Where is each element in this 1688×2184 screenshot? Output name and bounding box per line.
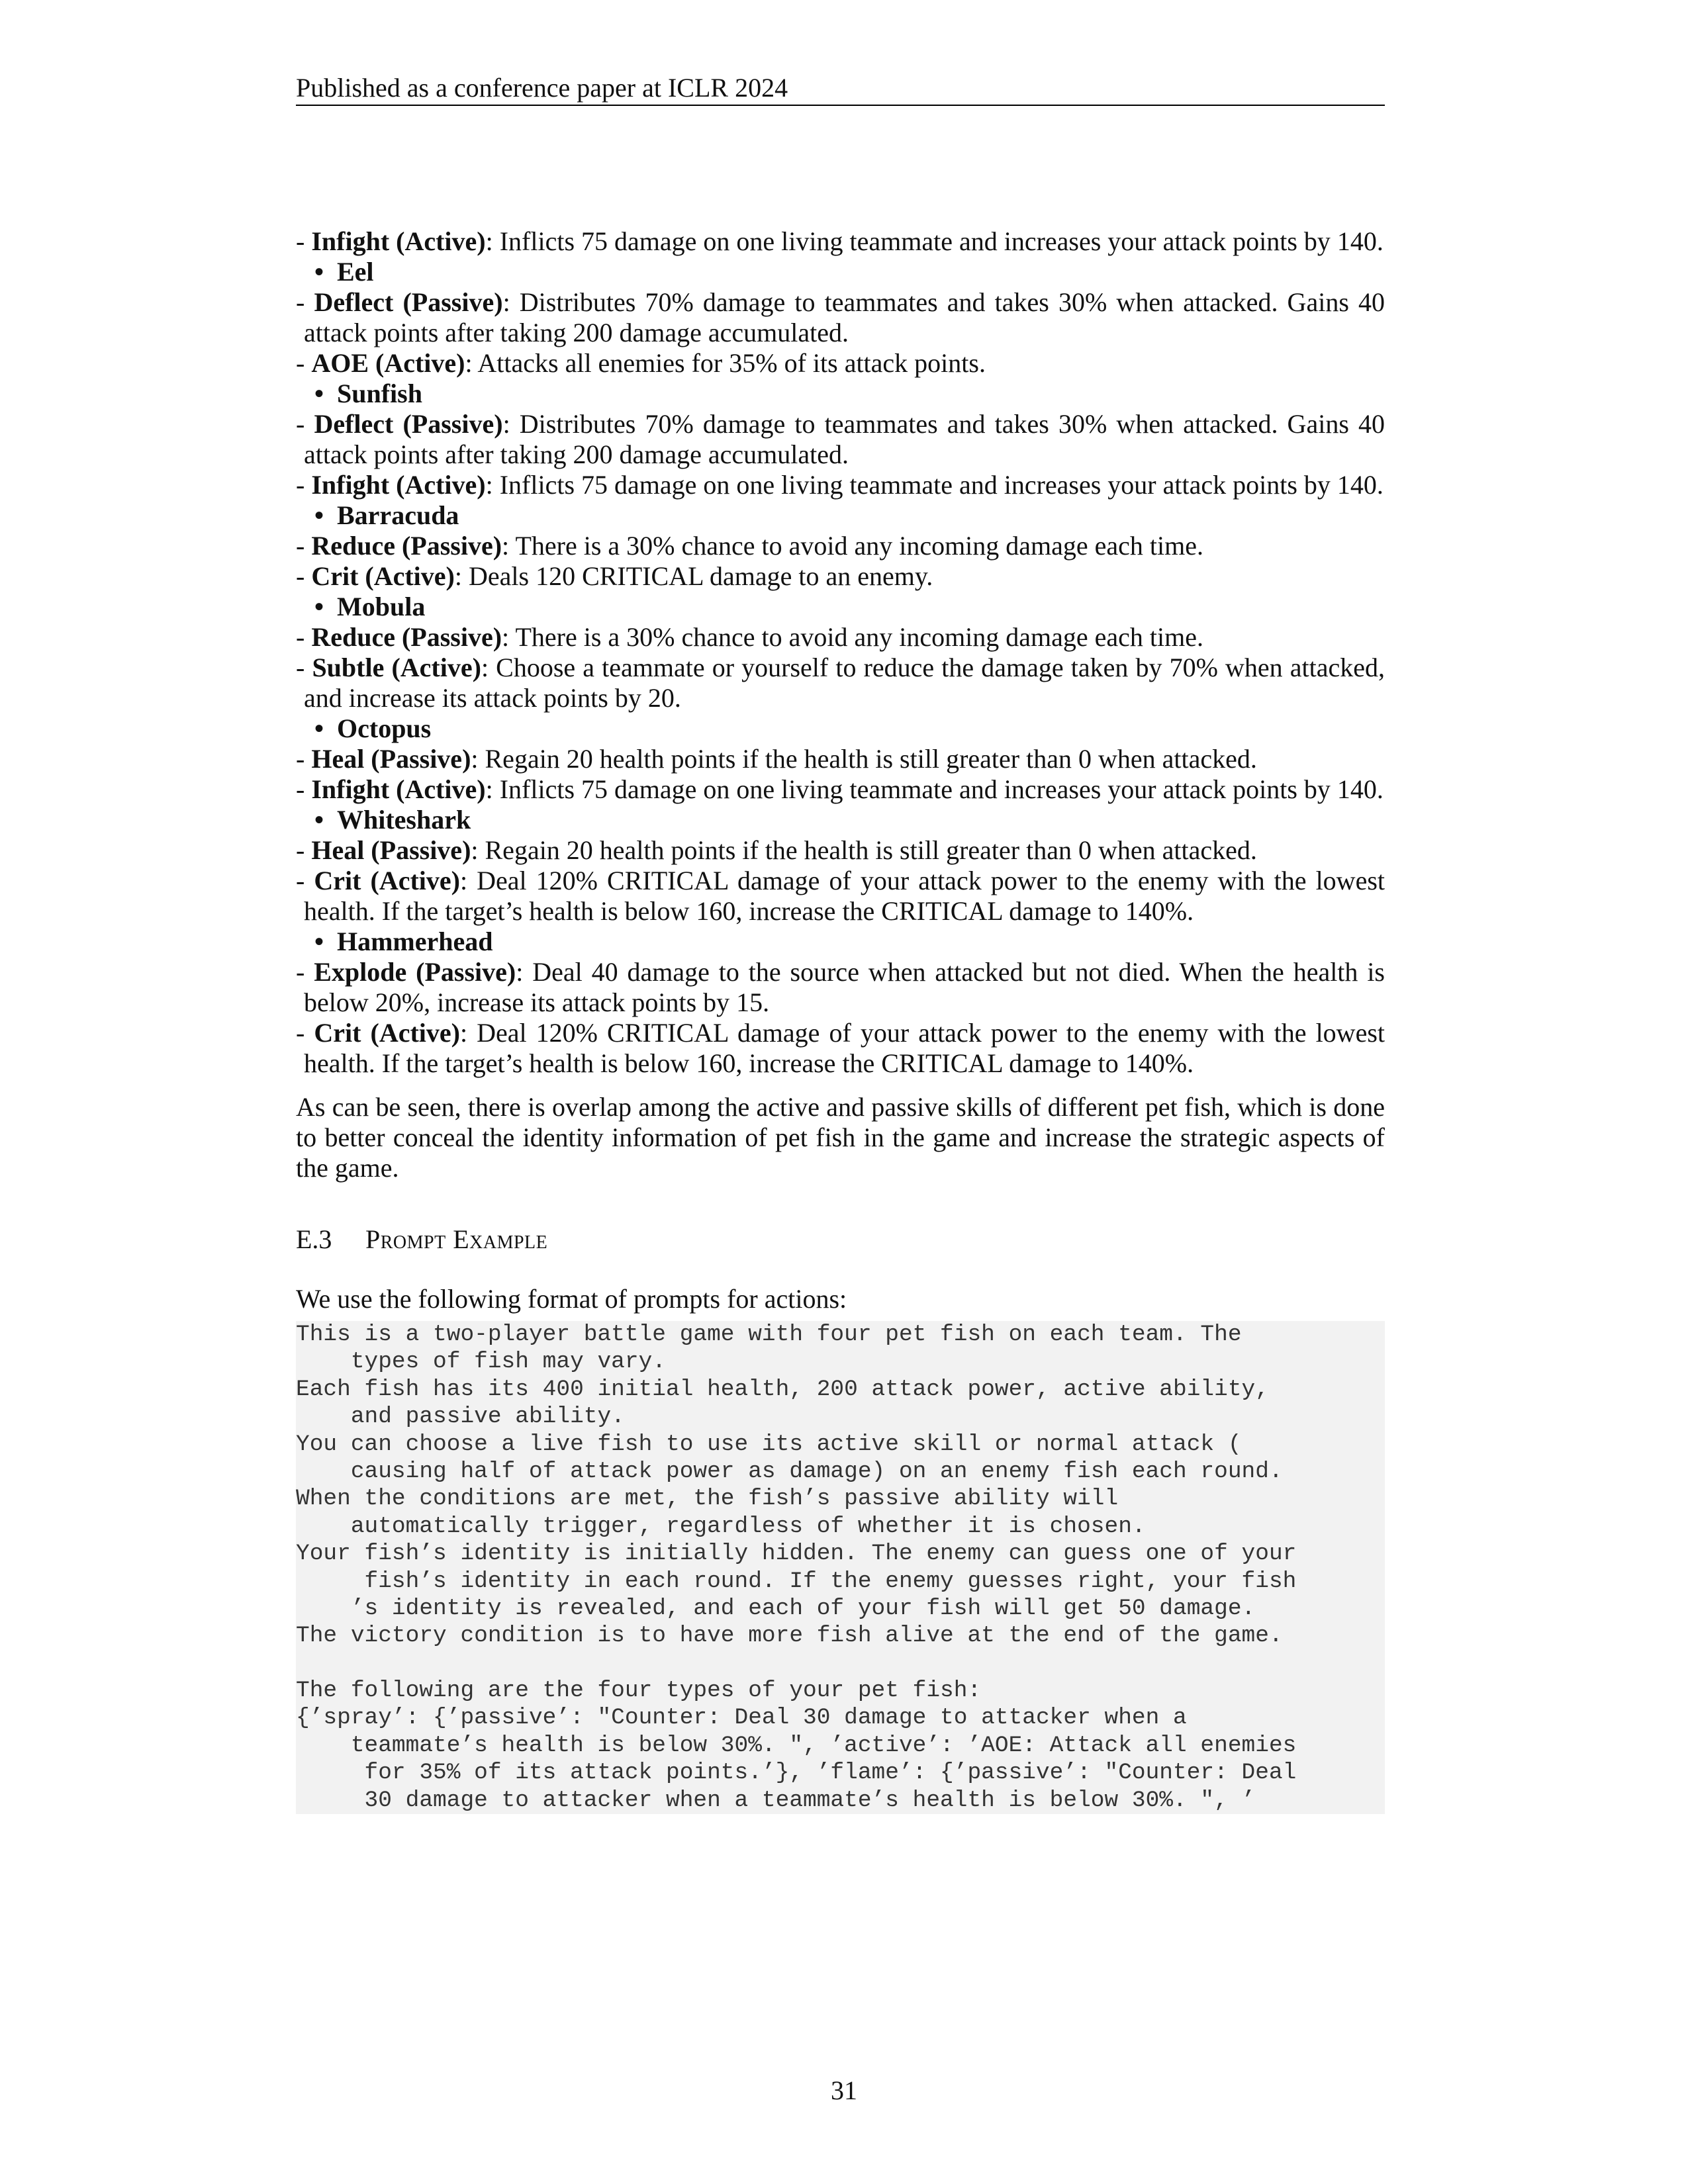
code-line: ’s identity is revealed, and each of your fish will get 50 damage. [296, 1595, 1256, 1621]
code-line [296, 1650, 1385, 1677]
skill-name: Deflect (Passive) [314, 287, 503, 317]
code-line: The victory condition is to have more fish alive at the end of the game. [296, 1623, 1283, 1649]
prompt-code-block [296, 1321, 1385, 1814]
skill-name: Infight (Active) [311, 226, 486, 256]
fish-name [296, 927, 1385, 957]
skill-text: : Distributes 70% damage to teammates and takes 30% when attacked. Gains 40 attack points after taking 200 damage accumulated. [304, 287, 1385, 347]
code-line: types of fish may vary. [296, 1349, 666, 1375]
code-line: fish’s identity in each round. If the enemy guesses right, your fish [296, 1568, 1297, 1594]
section-title: Prompt Example [365, 1224, 548, 1254]
fish-label: Barracuda [337, 500, 459, 530]
intro-text: We use the following format of prompts for actions: [296, 1284, 847, 1314]
skill-text: : Deal 120% CRITICAL damage of your attack power to the enemy with the lowest health. If the target’s health is below 160, increase the CRITICAL damage to 140%. [304, 866, 1385, 926]
fish-label: Hammerhead [337, 927, 493, 956]
skill-description: - Subtle (Active): Choose a teammate or yourself to reduce the damage taken by 70% when attacked, and increase its attack points by 20. [296, 653, 1385, 713]
fish-label: Eel [337, 257, 374, 287]
skill-description: - Crit (Active): Deal 120% CRITICAL damage of your attack power to the enemy with the lowest health. If the target’s health is below 160, increase the CRITICAL damage to 140%. [296, 1018, 1385, 1078]
section-heading [296, 1224, 1385, 1255]
bullet-icon: • [314, 592, 324, 621]
code-line: 30 damage to attacker when a teammate’s health is below 30%. ", ’ [296, 1787, 1256, 1813]
code-line: Your fish’s identity is initially hidden. The enemy can guess one of your [296, 1541, 1297, 1567]
skill-name: Explode (Passive) [314, 957, 516, 987]
skill-name: Subtle (Active) [312, 653, 481, 682]
skill-description: - Heal (Passive): Regain 20 health points if the health is still greater than 0 when attacked. [296, 835, 1257, 865]
fish-name [296, 500, 1385, 531]
skill-description: - Deflect (Passive): Distributes 70% damage to teammates and takes 30% when attacked. Gains 40 attack points after taking 200 damage accumulated. [296, 287, 1385, 347]
skill-description: - Infight (Active): Inflicts 75 damage on one living teammate and increases your attack points by 140. [296, 470, 1383, 500]
bullet-icon: • [314, 379, 324, 408]
skill-description: - Crit (Active): Deals 120 CRITICAL damage to an enemy. [296, 561, 933, 591]
code-line: causing half of attack power as damage) on an enemy fish each round. [296, 1458, 1283, 1484]
skill-name: Infight (Active) [311, 470, 486, 500]
code-line: Each fish has its 400 initial health, 200 attack power, active ability, [296, 1376, 1269, 1402]
skill-text: : Deals 120 CRITICAL damage to an enemy. [454, 561, 933, 591]
fish-label: Whiteshark [337, 805, 471, 835]
skill-text: : Distributes 70% damage to teammates and takes 30% when attacked. Gains 40 attack points after taking 200 damage accumulated. [304, 409, 1385, 469]
skill-text: : Deal 40 damage to the source when attacked but not died. When the health is below 20%, increase its attack points by 15. [304, 957, 1385, 1017]
code-line: {’spray’: {’passive’: "Counter: Deal 30 damage to attacker when a [296, 1705, 1187, 1731]
code-line: This is a two-player battle game with four pet fish on each team. The [296, 1322, 1242, 1347]
fish-label: Sunfish [337, 379, 422, 408]
fish-name [296, 805, 1385, 835]
skill-description: - Deflect (Passive): Distributes 70% damage to teammates and takes 30% when attacked. Gains 40 attack points after taking 200 damage accumulated. [296, 409, 1385, 469]
body-paragraph: As can be seen, there is overlap among the active and passive skills of different pet fish, which is done to better conceal the identity information of pet fish in the game and increase the strategic aspects of the game. [296, 1092, 1385, 1183]
skill-name: Crit (Active) [314, 866, 460, 895]
skill-text: : There is a 30% chance to avoid any incoming damage each time. [502, 531, 1204, 561]
code-line: automatically trigger, regardless of whether it is chosen. [296, 1513, 1146, 1539]
bullet-icon: • [314, 713, 324, 743]
skill-text: : There is a 30% chance to avoid any incoming damage each time. [502, 622, 1204, 652]
bullet-icon: • [314, 257, 324, 287]
skill-text: : Inflicts 75 damage on one living teammate and increases your attack points by 140. [485, 470, 1383, 500]
fish-name [296, 592, 1385, 622]
skill-description: - Infight (Active): Inflicts 75 damage on one living teammate and increases your attack points by 140. [296, 226, 1383, 256]
code-line: The following are the four types of your pet fish: [296, 1678, 982, 1704]
code-line: teammate’s health is below 30%. ", ’active’: ’AOE: Attack all enemies [296, 1732, 1297, 1758]
skill-description: - Infight (Active): Inflicts 75 damage on one living teammate and increases your attack points by 140. [296, 774, 1383, 804]
fish-label: Octopus [337, 713, 432, 743]
skill-name: Reduce (Passive) [311, 531, 502, 561]
skill-description: - AOE (Active): Attacks all enemies for 35% of its attack points. [296, 348, 986, 378]
page-number: 31 [831, 2075, 857, 2105]
skill-name: Heal (Passive) [311, 835, 471, 865]
section-number: E.3 [296, 1224, 332, 1254]
fish-skill-list [296, 226, 1385, 1079]
fish-name [296, 257, 1385, 287]
fish-name [296, 379, 1385, 409]
skill-text: : Regain 20 health points if the health is still greater than 0 when attacked. [471, 744, 1257, 774]
skill-description: - Heal (Passive): Regain 20 health points if the health is still greater than 0 when attacked. [296, 744, 1257, 774]
skill-name: Crit (Active) [311, 561, 455, 591]
bullet-icon: • [314, 805, 324, 835]
skill-name: Heal (Passive) [311, 744, 471, 774]
page-content [296, 226, 1385, 1814]
code-line: When the conditions are met, the fish’s passive ability will [296, 1486, 1119, 1512]
skill-text: : Attacks all enemies for 35% of its attack points. [465, 348, 986, 378]
skill-name: Deflect (Passive) [314, 409, 503, 439]
bullet-icon: • [314, 500, 324, 530]
skill-description: - Reduce (Passive): There is a 30% chance to avoid any incoming damage each time. [296, 531, 1204, 561]
code-line: and passive ability. [296, 1404, 625, 1430]
skill-text: : Inflicts 75 damage on one living teammate and increases your attack points by 140. [485, 226, 1383, 256]
skill-description: - Crit (Active): Deal 120% CRITICAL damage of your attack power to the enemy with the lowest health. If the target’s health is below 160, increase the CRITICAL damage to 140%. [296, 866, 1385, 926]
code-line: for 35% of its attack points.’}, ’flame’: {’passive’: "Counter: Deal [296, 1760, 1297, 1786]
skill-name: Infight (Active) [311, 774, 486, 804]
skill-description: - Explode (Passive): Deal 40 damage to the source when attacked but not died. When the health is below 20%, increase its attack points by 15. [296, 957, 1385, 1017]
skill-text: : Choose a teammate or yourself to reduce the damage taken by 70% when attacked, and increase its attack points by 20. [304, 653, 1385, 713]
skill-name: Reduce (Passive) [311, 622, 502, 652]
fish-label: Mobula [337, 592, 426, 621]
code-line: You can choose a live fish to use its active skill or normal attack ( [296, 1431, 1242, 1457]
skill-text: : Regain 20 health points if the health is still greater than 0 when attacked. [471, 835, 1257, 865]
skill-text: : Deal 120% CRITICAL damage of your attack power to the enemy with the lowest health. If the target’s health is below 160, increase the CRITICAL damage to 140%. [304, 1018, 1385, 1078]
skill-name: Crit (Active) [314, 1018, 460, 1048]
skill-name: AOE (Active) [311, 348, 465, 378]
skill-text: : Inflicts 75 damage on one living teammate and increases your attack points by 140. [485, 774, 1383, 804]
fish-name [296, 713, 1385, 744]
running-header: Published as a conference paper at ICLR 2024 [296, 71, 1385, 106]
bullet-icon: • [314, 927, 324, 956]
skill-description: - Reduce (Passive): There is a 30% chance to avoid any incoming damage each time. [296, 622, 1204, 652]
